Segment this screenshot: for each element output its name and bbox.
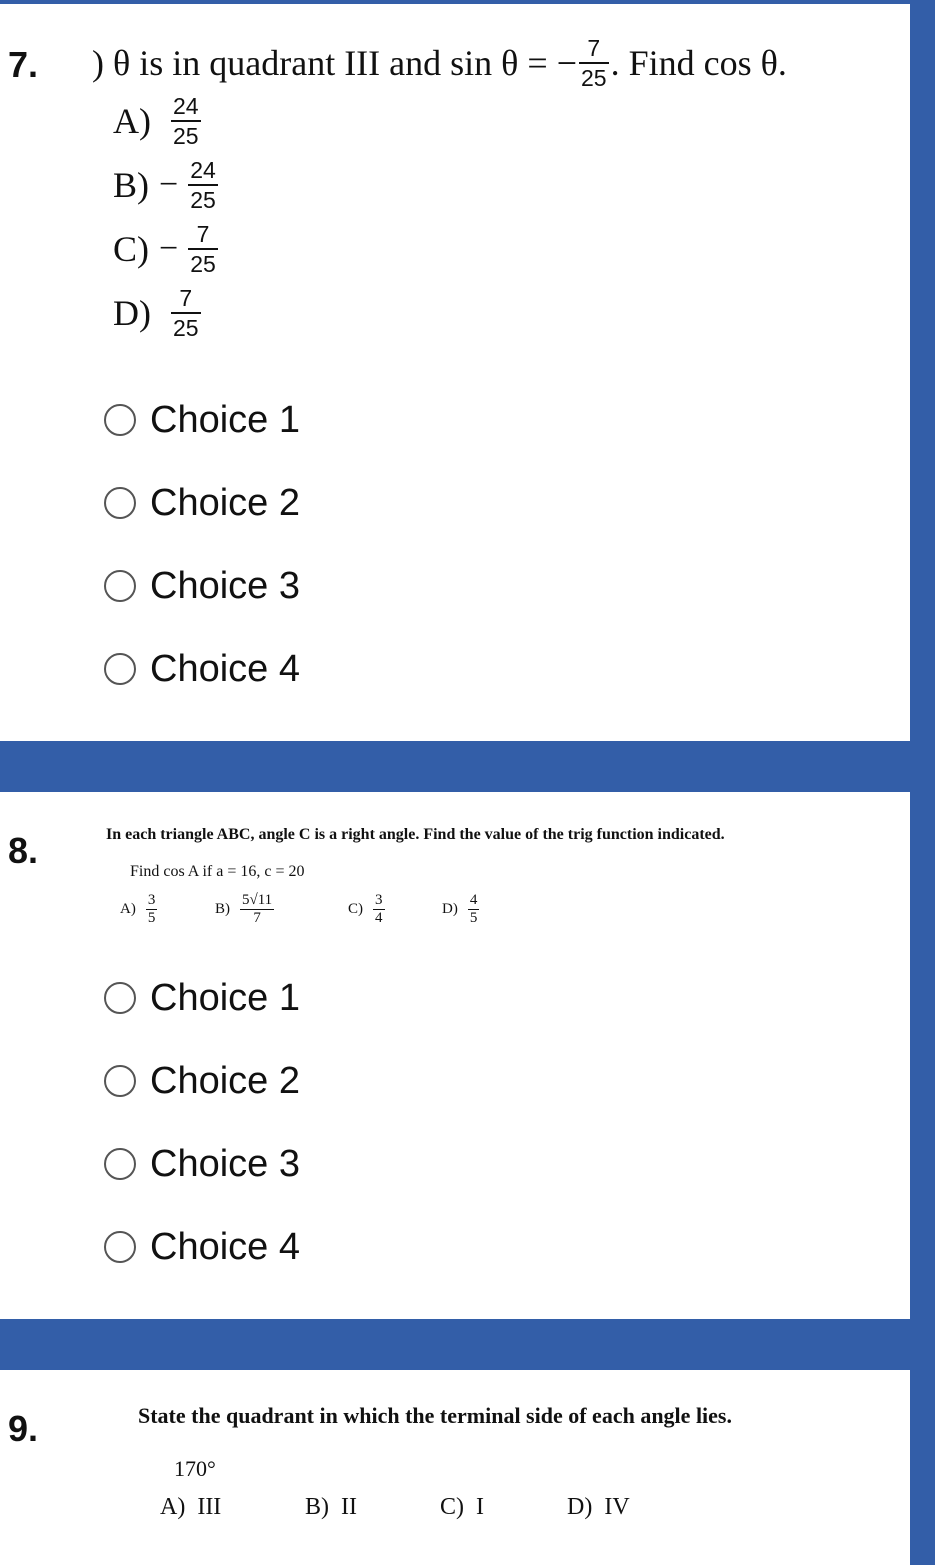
radio-choice-2[interactable] — [104, 1061, 300, 1101]
answer-option-a — [113, 92, 201, 150]
stem-fraction-numerator: 7 — [579, 34, 609, 64]
radio-choice-4[interactable] — [104, 1227, 300, 1267]
question-number: 9. — [8, 1408, 39, 1449]
choice-label: Choice 1 — [150, 398, 300, 441]
choice-label: Choice 1 — [150, 976, 300, 1019]
stem-fraction — [579, 34, 609, 92]
option-label: D) — [113, 293, 151, 333]
radio-circle-icon[interactable] — [104, 487, 136, 519]
answer-option-a: A) III — [160, 1494, 222, 1520]
answer-option-b — [215, 892, 274, 927]
answer-option-c: C) I — [440, 1494, 484, 1520]
answer-option-c — [348, 892, 385, 927]
question-7-card — [0, 4, 910, 741]
question-number: 8. — [8, 830, 39, 871]
option-label: B) — [215, 901, 230, 917]
angle-value: 170° — [174, 1456, 216, 1481]
radio-choice-4[interactable] — [104, 649, 300, 689]
radio-circle-icon[interactable] — [104, 570, 136, 602]
choice-label: Choice 2 — [150, 1059, 300, 1102]
answer-option-d — [113, 284, 201, 342]
choice-label: Choice 4 — [150, 1225, 300, 1268]
stem-fraction-denominator: 25 — [581, 65, 607, 91]
stem-prefix: ) θ is in quadrant III and sin θ = − — [92, 43, 577, 83]
answer-option-d — [442, 892, 479, 927]
radio-choice-1[interactable] — [104, 978, 300, 1018]
radio-circle-icon[interactable] — [104, 1231, 136, 1263]
radio-circle-icon[interactable] — [104, 1065, 136, 1097]
option-fraction: $\frac{5√11}{7}$ — [242, 892, 273, 926]
question-prompt: Find cos A if a = 16, c = 20 — [130, 863, 305, 880]
option-sign: − — [159, 166, 179, 203]
option-fraction: $\frac{4}{5}$ — [469, 892, 478, 926]
radio-circle-icon[interactable] — [104, 1148, 136, 1180]
option-fraction: $\frac{7}{25}$ — [173, 285, 199, 341]
option-sign: − — [159, 230, 179, 267]
question-8-card — [0, 792, 910, 1319]
radio-circle-icon[interactable] — [104, 404, 136, 436]
option-label: B) — [113, 165, 149, 205]
answer-option-b — [113, 156, 218, 214]
option-fraction: $\frac{3}{4}$ — [375, 892, 383, 926]
option-label: A) — [113, 101, 151, 141]
option-label: C) — [348, 901, 363, 917]
stem-suffix: . Find cos θ. — [610, 43, 787, 83]
answer-option-b: B) II — [305, 1494, 357, 1520]
choice-label: Choice 4 — [150, 647, 300, 690]
answer-option-d: D) IV — [567, 1494, 630, 1520]
question-stem — [92, 34, 787, 92]
radio-choice-1[interactable] — [104, 400, 300, 440]
choice-label: Choice 3 — [150, 1142, 300, 1185]
question-instruction: State the quadrant in which the terminal side of each angle lies. — [138, 1403, 732, 1428]
radio-circle-icon[interactable] — [104, 982, 136, 1014]
answer-option-c — [113, 220, 218, 278]
option-fraction: $\frac{24}{25}$ — [173, 93, 199, 149]
question-9-card — [0, 1370, 910, 1565]
option-label: D) — [442, 901, 458, 917]
choice-label: Choice 2 — [150, 481, 300, 524]
radio-choice-3[interactable] — [104, 566, 300, 606]
option-fraction: $\frac{7}{25}$ — [190, 221, 216, 277]
question-instruction: In each triangle ABC, angle C is a right angle. Find the value of the trig function indicated. — [106, 826, 725, 843]
option-label: A) — [120, 901, 136, 917]
radio-circle-icon[interactable] — [104, 653, 136, 685]
radio-choice-3[interactable] — [104, 1144, 300, 1184]
option-fraction: $\frac{24}{25}$ — [190, 157, 216, 213]
option-label: C) — [113, 229, 149, 269]
radio-choice-2[interactable] — [104, 483, 300, 523]
option-fraction: $\frac{3}{5}$ — [147, 892, 156, 926]
answer-option-a — [120, 892, 157, 927]
choice-label: Choice 3 — [150, 564, 300, 607]
question-number: 7. — [8, 44, 39, 85]
